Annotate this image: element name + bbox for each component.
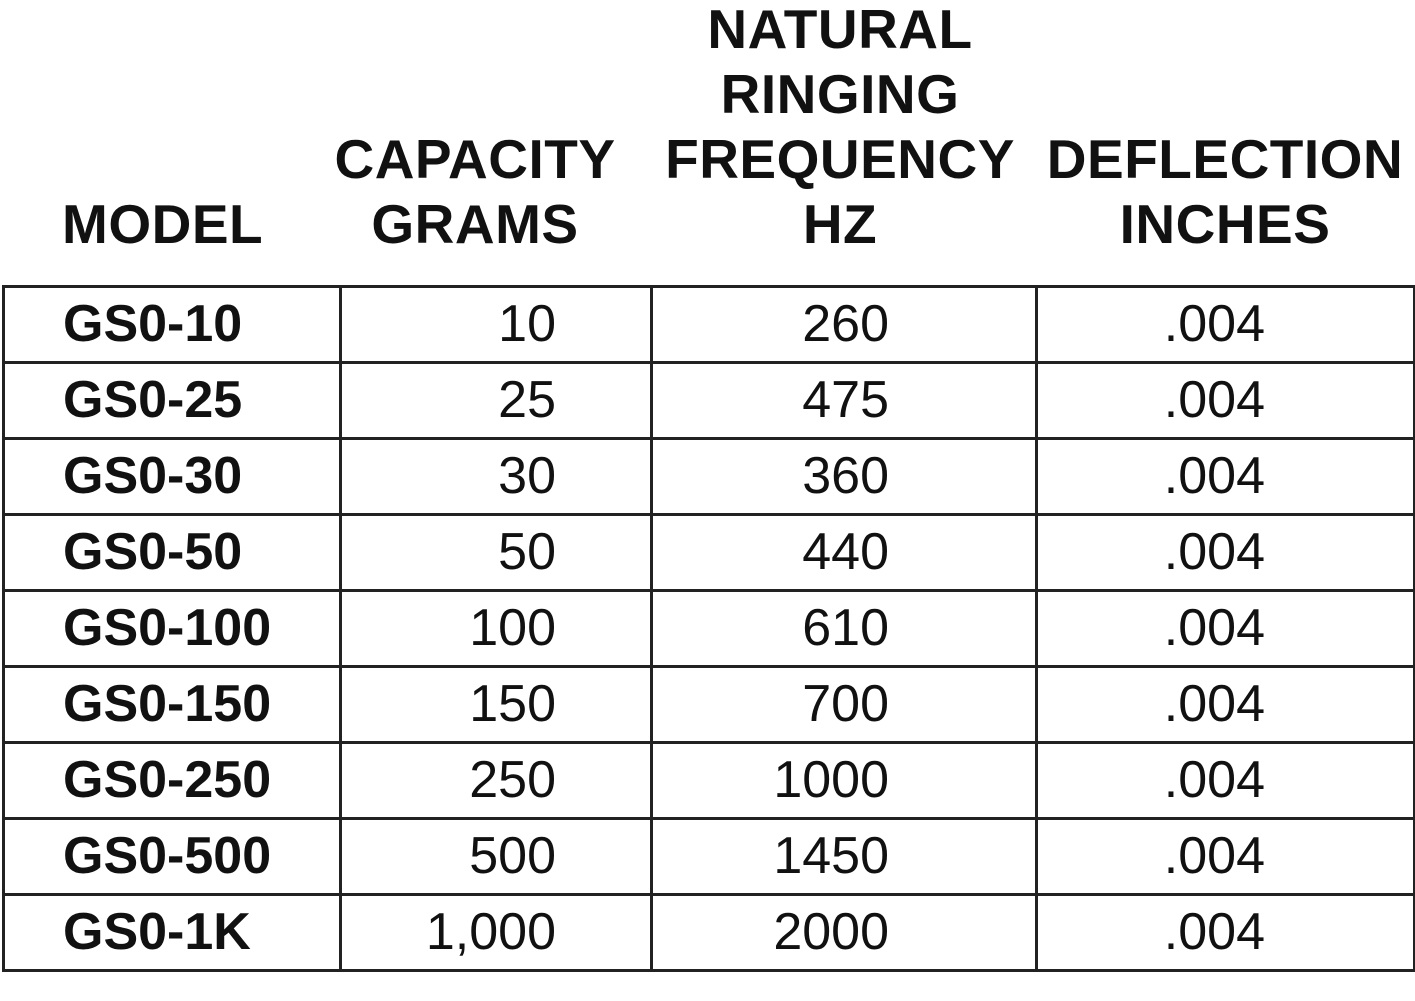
header-deflection-line: INCHES [1119, 193, 1331, 255]
table-row [4, 667, 1415, 743]
table-header [0, 0, 1415, 285]
header-deflection [1035, 127, 1415, 257]
header-frequency-line: NATURAL [707, 0, 973, 60]
header-model-line: MODEL [62, 193, 264, 255]
model-cell: GS0-500 [4, 819, 341, 895]
frequency-cell: 610 [652, 591, 1037, 667]
deflection-cell: .004 [1037, 895, 1415, 971]
table-row [4, 363, 1415, 439]
frequency-cell: 700 [652, 667, 1037, 743]
model-cell: GS0-150 [4, 667, 341, 743]
deflection-cell: .004 [1037, 363, 1415, 439]
frequency-cell: 260 [652, 287, 1037, 363]
capacity-cell: 30 [341, 439, 652, 515]
deflection-cell: .004 [1037, 591, 1415, 667]
frequency-cell: 360 [652, 439, 1037, 515]
table-row [4, 515, 1415, 591]
header-deflection-line: DEFLECTION [1046, 128, 1404, 190]
deflection-cell: .004 [1037, 819, 1415, 895]
frequency-cell: 440 [652, 515, 1037, 591]
capacity-cell: 100 [341, 591, 652, 667]
table-row [4, 287, 1415, 363]
table-row [4, 895, 1415, 971]
capacity-cell: 50 [341, 515, 652, 591]
model-cell: GS0-1K [4, 895, 341, 971]
header-frequency-line: HZ [802, 193, 878, 255]
model-cell: GS0-25 [4, 363, 341, 439]
capacity-cell: 150 [341, 667, 652, 743]
table-row [4, 439, 1415, 515]
model-cell: GS0-100 [4, 591, 341, 667]
header-capacity [330, 127, 620, 257]
capacity-cell: 250 [341, 743, 652, 819]
deflection-cell: .004 [1037, 667, 1415, 743]
frequency-cell: 2000 [652, 895, 1037, 971]
table-row [4, 819, 1415, 895]
header-model [2, 192, 318, 257]
header-frequency-line: FREQUENCY [665, 128, 1015, 190]
deflection-cell: .004 [1037, 287, 1415, 363]
capacity-cell: 25 [341, 363, 652, 439]
deflection-cell: .004 [1037, 439, 1415, 515]
deflection-cell: .004 [1037, 743, 1415, 819]
table-row [4, 743, 1415, 819]
frequency-cell: 1000 [652, 743, 1037, 819]
frequency-cell: 475 [652, 363, 1037, 439]
frequency-cell: 1450 [652, 819, 1037, 895]
specs-table [2, 285, 1415, 972]
capacity-cell: 500 [341, 819, 652, 895]
model-cell: GS0-30 [4, 439, 341, 515]
header-capacity-line: CAPACITY [334, 128, 616, 190]
table-row [4, 591, 1415, 667]
model-cell: GS0-50 [4, 515, 341, 591]
header-capacity-line: GRAMS [371, 193, 579, 255]
deflection-cell: .004 [1037, 515, 1415, 591]
model-cell: GS0-250 [4, 743, 341, 819]
capacity-cell: 10 [341, 287, 652, 363]
header-frequency-line: RINGING [720, 63, 960, 125]
model-cell: GS0-10 [4, 287, 341, 363]
capacity-cell: 1,000 [341, 895, 652, 971]
header-frequency [650, 0, 1030, 257]
